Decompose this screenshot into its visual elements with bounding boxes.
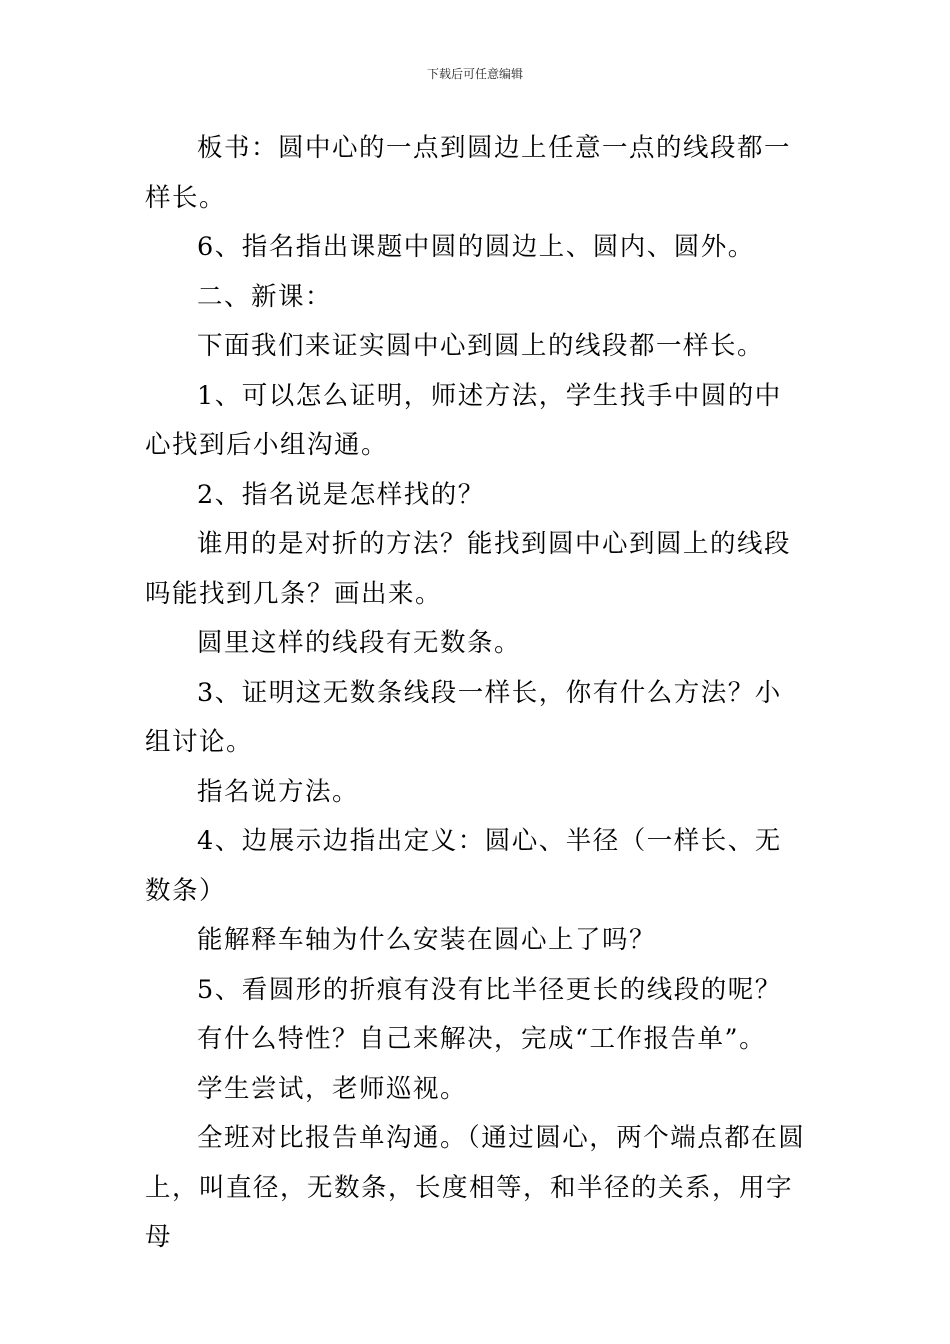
paragraph-step-3: 3、证明这无数条线段一样长，你有什么方法？小组讨论。 <box>145 677 782 757</box>
paragraph-step-5: 5、看圆形的折痕有没有比半径更长的线段的呢？ <box>197 974 782 1005</box>
paragraph-intro: 下面我们来证实圆中心到圆上的线段都一样长。 <box>197 331 765 361</box>
paragraph-blackboard-note: 板书：圆中心的一点到圆边上任意一点的线段都一样长。 <box>145 133 792 213</box>
paragraph-step-6: 6、指名指出课题中圆的圆边上、圆内、圆外。 <box>197 232 755 262</box>
paragraph-explain-method: 指名说方法。 <box>197 776 360 807</box>
paragraph-fold-method: 谁用的是对折的方法？能找到圆中心到圆上的线段吗能找到几条？画出来。 <box>145 529 792 609</box>
paragraph-step-4: 4、边展示边指出定义：圆心、半径（一样长、无数条） <box>145 826 782 906</box>
paragraph-step-2: 2、指名说是怎样找的？ <box>197 479 485 510</box>
paragraph-step-1: 1、可以怎么证明，师述方法，学生找手中圆的中心找到后小组沟通。 <box>145 380 782 460</box>
paragraph-section-new-lesson: 二、新课： <box>197 281 333 312</box>
document-body <box>145 124 807 1263</box>
paragraph-infinite-segments: 圆里这样的线段有无数条。 <box>197 628 522 658</box>
paragraph-worksheet: 有什么特性？自己来解决，完成“工作报告单”。 <box>197 1024 767 1054</box>
paragraph-axle-question: 能解释车轴为什么安装在圆心上了吗？ <box>197 925 657 955</box>
paragraph-students-try: 学生尝试，老师巡视。 <box>197 1073 468 1104</box>
page-header-note: 下载后可任意编辑 <box>426 67 523 81</box>
paragraph-class-discussion: 全班对比报告单沟通。（通过圆心，两个端点都在圆上，叫直径，无数条，长度相等，和半径的关系，用字母 <box>145 1123 806 1252</box>
